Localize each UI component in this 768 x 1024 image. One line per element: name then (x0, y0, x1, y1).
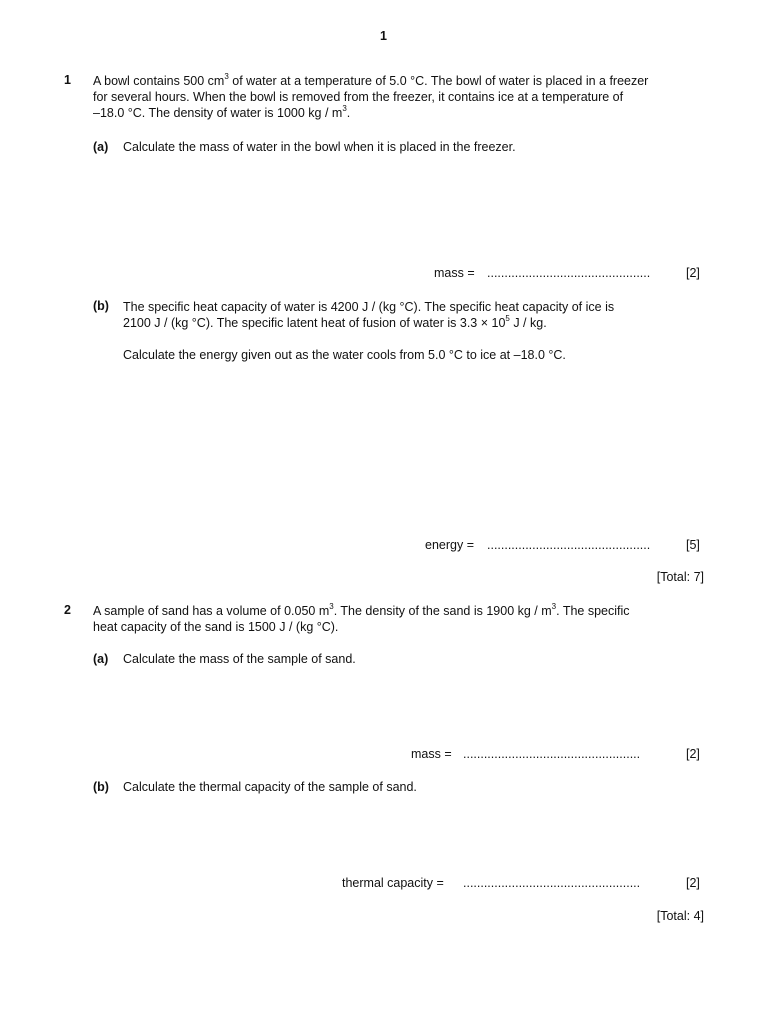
question-1a-answer-line[interactable]: ............................................... (487, 266, 651, 280)
question-2a-text: Calculate the mass of the sample of sand. (123, 652, 356, 666)
question-1-stem-line-3: –18.0 °C. The density of water is 1000 kg / $m^3$. (93, 103, 351, 120)
question-1b-marks: [5] (686, 538, 700, 552)
question-1a-marks: [2] (686, 266, 700, 280)
question-1a-text: Calculate the mass of water in the bowl when it is placed in the freezer. (123, 140, 516, 154)
question-2a-label: (a) (93, 652, 109, 666)
question-2-stem-line-1: A sample of sand has a volume of 0.050 $m^3$. The density of the sand is 1900 kg / $m^3$. The specific (93, 601, 630, 618)
question-2-stem-line-2: heat capacity of the sand is 1500 J / (kg °C). (93, 620, 339, 634)
question-1a-answer-label: mass = (434, 266, 475, 280)
question-1-stem (93, 73, 713, 121)
question-1-number: 1 (64, 73, 71, 87)
question-1-stem-line-1: A bowl contains 500 $cm^3$ of water at a temperature of 5.0 °C. The bowl of water is placed in a freezer (93, 71, 649, 88)
question-2a-answer-label: mass = (411, 747, 452, 761)
question-2b-answer-label: thermal capacity = (342, 876, 444, 890)
question-2a-marks: [2] (686, 747, 700, 761)
question-2-stem (93, 603, 713, 635)
question-1-stem-line-2: for several hours. When the bowl is removed from the freezer, it contains ice at a temperature of (93, 90, 624, 104)
question-1a-label: (a) (93, 140, 109, 154)
question-1b-label: (b) (93, 299, 109, 313)
page-number: 1 (380, 29, 387, 43)
question-2-total: [Total: 4] (656, 909, 704, 923)
question-2b-answer-line[interactable]: ................................................... (463, 876, 641, 890)
question-2b-label: (b) (93, 780, 109, 794)
question-1b-answer-line[interactable]: ............................................... (487, 538, 651, 552)
question-1b-line-2: 2100 J / (kg °C). The specific latent heat of fusion of water is $3.3 \times 10^5$ J / kg. (123, 313, 547, 330)
question-2a-answer-line[interactable]: ................................................... (463, 747, 641, 761)
question-1b-instruction: Calculate the energy given out as the water cools from 5.0 °C to ice at –18.0 °C. (123, 348, 566, 362)
question-1b-answer-label: energy = (425, 538, 474, 552)
question-1b-line-1: The specific heat capacity of water is 4200 J / (kg °C). The specific heat capacity of ice is (123, 300, 615, 314)
question-1-total: [Total: 7] (656, 570, 704, 584)
question-1b-text (123, 299, 713, 331)
question-2-number: 2 (64, 603, 71, 617)
question-2b-text: Calculate the thermal capacity of the sample of sand. (123, 780, 417, 794)
question-2b-marks: [2] (686, 876, 700, 890)
